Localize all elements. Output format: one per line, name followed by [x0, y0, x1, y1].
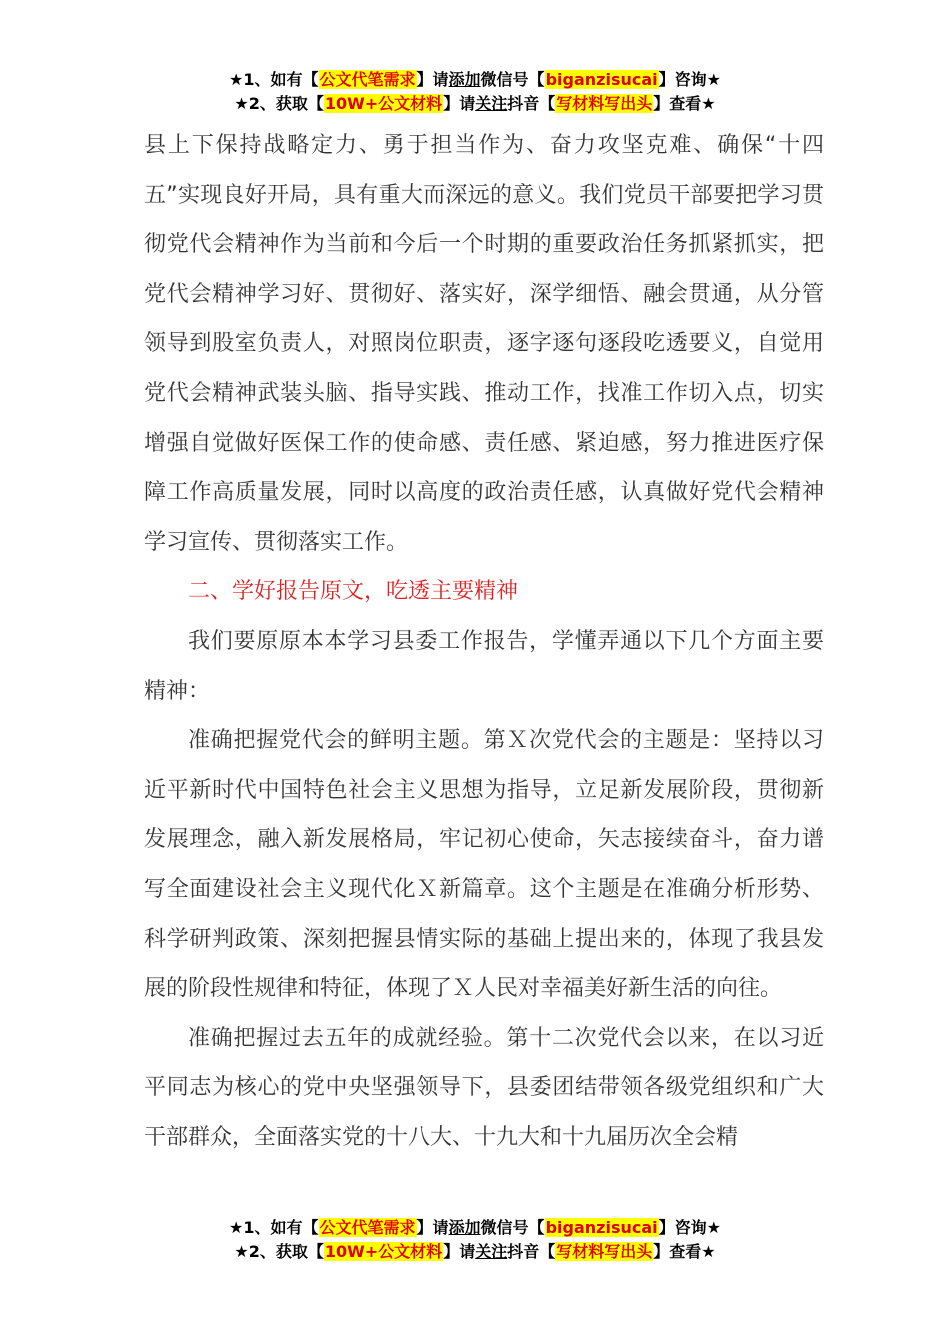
document-body: [144, 121, 824, 1162]
banner-text: 微信号【: [480, 70, 545, 89]
banner-line-2: [0, 92, 950, 116]
banner-highlight: 10W+公文材料: [324, 1242, 443, 1261]
banner-text: ★1、如有【: [229, 1218, 319, 1237]
banner-text: 】咨询★: [658, 1218, 721, 1237]
banner-text: 】请: [416, 1218, 449, 1237]
banner-text: 】请: [443, 94, 476, 113]
banner-text: 抖音【: [507, 1242, 556, 1261]
banner-underlined-text: 添加: [448, 1218, 481, 1237]
section-heading: 二、学好报告原文，吃透主要精神: [188, 579, 519, 605]
banner-text: ★2、获取【: [234, 94, 324, 113]
paragraph: 准确把握党代会的鲜明主题。第Ｘ次党代会的主题是：坚持以习近平新时代中国特色社会主义思想为指导，立足新发展阶段，贯彻新发展理念，融入新发展格局，牢记初心使命，矢志接续奋斗，奋力谱写全面建设社会主义现代化Ｘ新篇章。这个主题是在准确分析形势、科学研判政策、深刻把握县情实际的基础上提出来的，体现了我县发展的阶段性规律和特征，体现了Ｘ人民对幸福美好新生活的向往。: [144, 728, 824, 1002]
banner-text: 】查看★: [653, 1242, 716, 1261]
banner-text: 】查看★: [653, 94, 716, 113]
paragraph: 我们要原原本本学习县委工作报告，学懂弄通以下几个方面主要精神：: [144, 628, 824, 704]
paragraph: 县上下保持战略定力、勇于担当作为、奋力攻坚克难、确保“十四五”实现良好开局，具有重大而深远的意义。我们党员干部要把学习贯彻党代会精神作为当前和今后一个时期的重要政治任务抓紧抓实，把党代会精神学习好、贯彻好、落实好，深学细悟、融会贯通，从分管领导到股室负责人，对照岗位职责，逐字逐句逐段吃透要义，自觉用党代会精神武装头脑、指导实践、推动工作，找准工作切入点，切实增强自觉做好医保工作的使命感、责任感、紧迫感，努力推进医疗保障工作高质量发展，同时以高度的政治责任感，认真做好党代会精神学习宣传、贯彻落实工作。: [144, 133, 824, 555]
banner-text: 】请: [416, 70, 449, 89]
banner-underlined-text: 关注: [475, 94, 508, 113]
banner-highlight: 10W+公文材料: [324, 94, 443, 113]
footer-banner: [0, 1216, 950, 1264]
banner-text: 抖音【: [507, 94, 556, 113]
header-banner: [0, 68, 950, 116]
banner-underlined-text: 添加: [448, 70, 481, 89]
banner-text: ★1、如有【: [229, 70, 319, 89]
banner-highlight: biganzisucai: [545, 1218, 658, 1237]
banner-line-1: [0, 1216, 950, 1240]
banner-underlined-text: 关注: [475, 1242, 508, 1261]
banner-text: ★2、获取【: [234, 1242, 324, 1261]
banner-text: 微信号【: [480, 1218, 545, 1237]
banner-highlight: 公文代笔需求: [319, 70, 416, 89]
banner-highlight: 公文代笔需求: [319, 1218, 416, 1237]
banner-text: 】咨询★: [658, 70, 721, 89]
banner-line-2: [0, 1240, 950, 1264]
banner-line-1: [0, 68, 950, 92]
banner-highlight: 写材料写出头: [556, 1242, 653, 1261]
banner-text: 】请: [443, 1242, 476, 1261]
paragraph: 准确把握过去五年的成就经验。第十二次党代会以来，在以习近平同志为核心的党中央坚强领导下，县委团结带领各级党组织和广大干部群众，全面落实党的十八大、十九大和十九届历次全会精: [144, 1025, 824, 1150]
banner-highlight: biganzisucai: [545, 70, 658, 89]
banner-highlight: 写材料写出头: [556, 94, 653, 113]
